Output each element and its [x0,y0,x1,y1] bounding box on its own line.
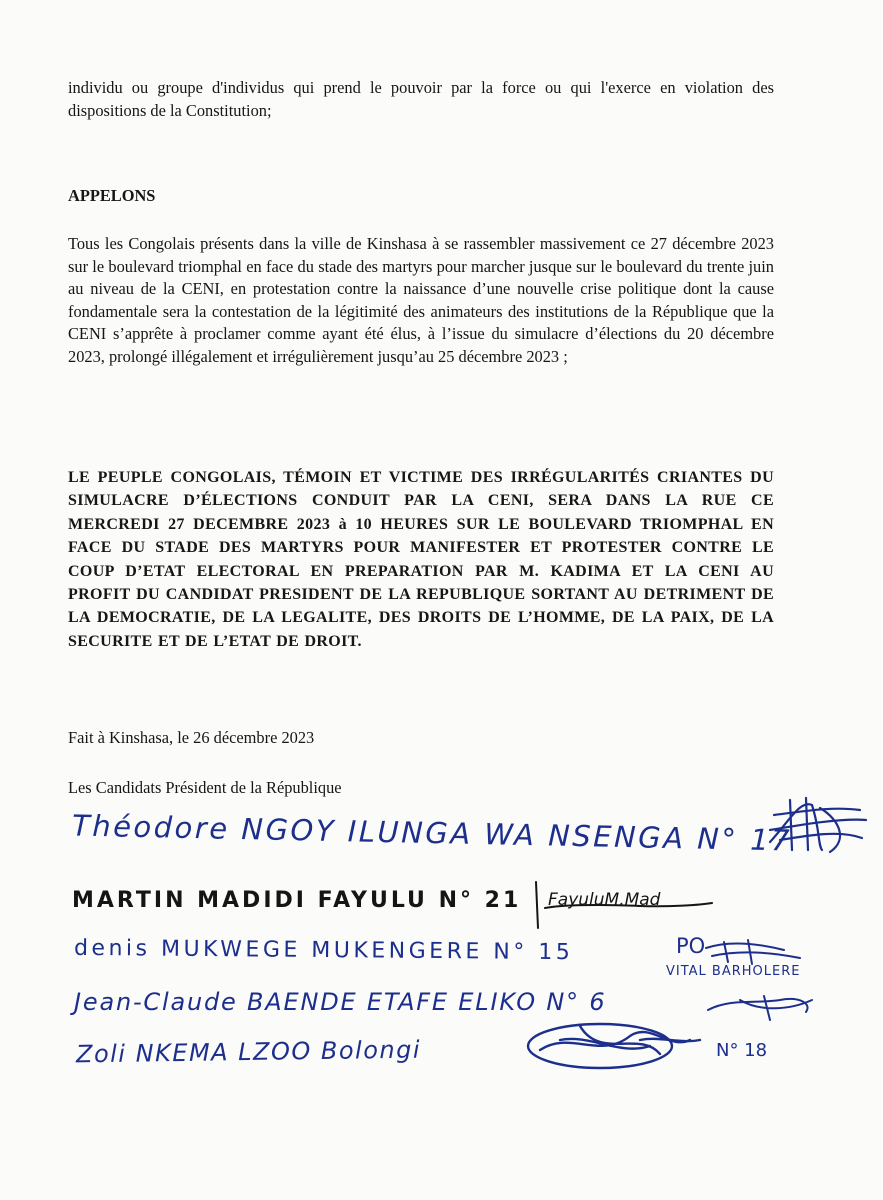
signature-mark-ngoy [770,798,866,852]
bold-declaration-paragraph: LE PEUPLE CONGOLAIS, TÉMOIN ET VICTIME DES IRRÉGULARITÉS CRIANTES DU SIMULACRE D’ÉLECTIONS CONDUIT PAR LA CENI, SERA DANS LA RUE CE MERCREDI 27 DECEMBRE 2023 à 10 HEURES SUR LE BOULEVARD TRIOMPHAL EN FACE DU STADE DES MARTYRS POUR MANIFESTER ET PROTESTER CONTRE LE COUP D’ETAT ELECTORAL EN PREPARATION PAR M. KADIMA ET LA CENI AU PROFIT DU CANDIDAT PRESIDENT DE LA REPUBLIQUE SORTANT AU DETRIMENT DE LA DEMOCRATIE, DE LA LEGALITE, DES DROITS DE L’HOMME, DE LA PAIX, DE LA SECURITE ET DE L’ETAT DE DROIT. [68,469,774,650]
section-heading: APPELONS [68,186,156,205]
signature-line-fayulu: MARTIN MADIDI FAYULU N° 21 [72,888,522,913]
place-date: Fait à Kinshasa, le 26 décembre 2023 [68,728,315,747]
signature-line-nkema: Zoli NKEMA LZOO Bolongi [75,1035,422,1069]
signature-mark-fayulu-text: FayuluM.Mad [548,890,661,910]
signature-mark-mukwege [706,940,800,964]
signature-mark-nkema [528,1024,700,1068]
signature-po-mark: PO [676,934,706,958]
call-paragraph: Tous les Congolais présents dans la ville de Kinshasa à se rassembler massivement ce 27 décembre 2023 sur le boulevard triomphal en face du stade des martyrs pour marcher jusque sur le boulevard du trente juin au niveau de la CENI, en protestation contre la naissance d’une nouvelle crise politique dont la cause fondamentale sera la contestation de la légitimité des animateurs des institutions de la République que la CENI s’apprête à proclamer comme ayant été élus, à l’issue du simulacre d’élections du 20 décembre 2023, prolongé illégalement et irrégulièrement jusqu’au 25 décembre 2023 ; [68,234,774,366]
signature-line-baende: Jean-Claude BAENDE ETAFE ELIKO N° 6 [74,988,607,1016]
intro-paragraph: individu ou groupe d'individus qui prend le pouvoir par la force ou qui l'exerce en violation des dispositions de la Constitution; [68,78,774,120]
signature-mark-baende [708,996,812,1020]
signature-number-nkema: N° 18 [716,1040,768,1061]
signature-line-ngoy: Théodore NGOY ILUNGA WA NSENGA N° 17 [71,808,793,858]
signature-note-vital: VITAL BARHOLERE [666,964,801,979]
signatories-label: Les Candidats Président de la République [68,778,342,797]
signature-line-mukwege: denis MUKWEGE MUKENGERE N° 15 [73,935,574,966]
